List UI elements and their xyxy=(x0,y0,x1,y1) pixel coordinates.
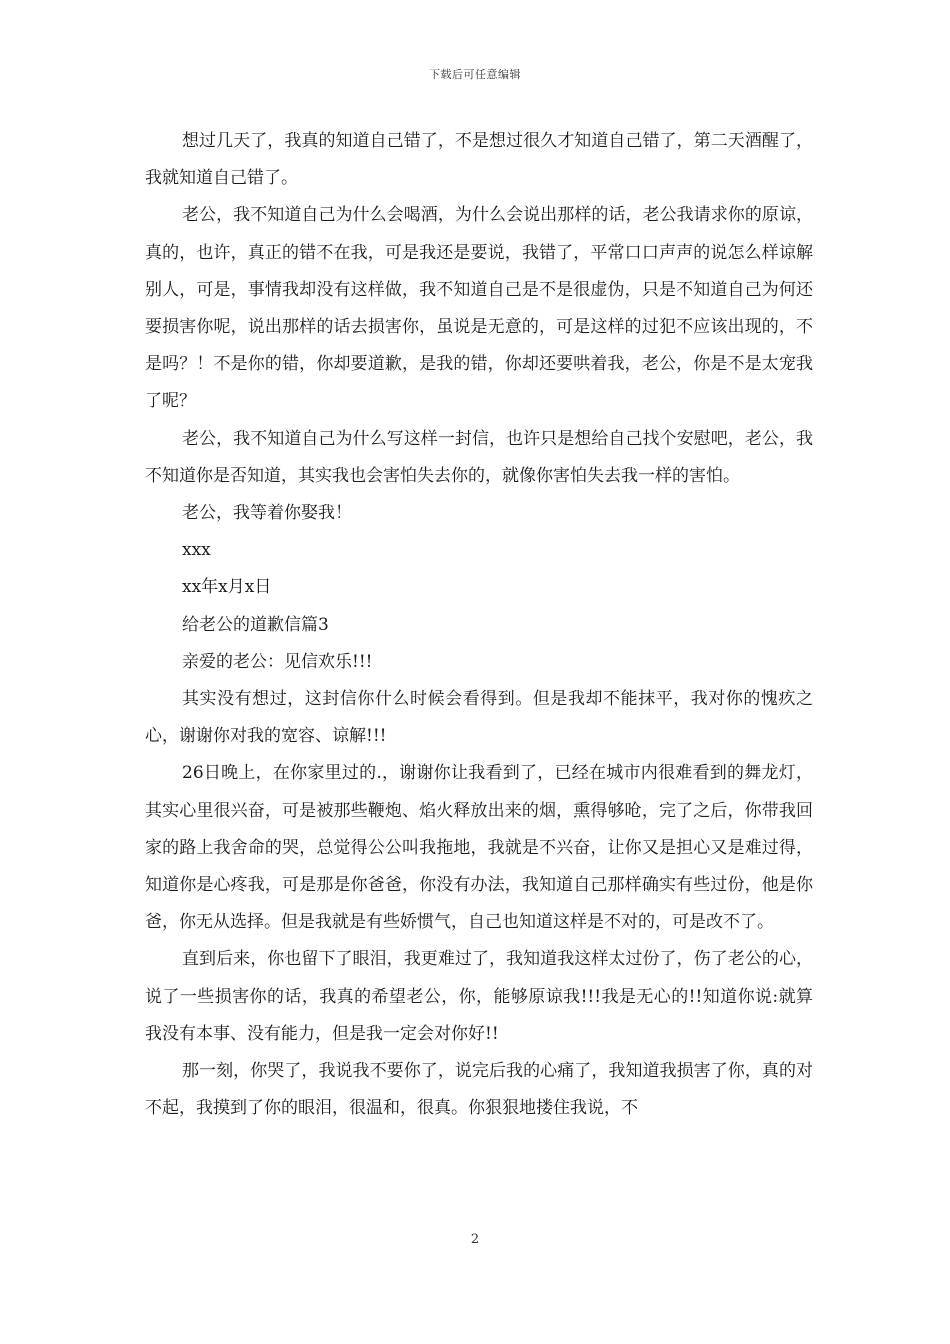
document-body xyxy=(145,123,813,1127)
paragraph: 26日晚上，在你家里过的.，谢谢你让我看到了，已经在城市内很难看到的舞龙灯，其实心里很兴奋，可是被那些鞭炮、焰火释放出来的烟，熏得够呛，完了之后，你带我回家的路上我舍命的哭，总觉得公公叫我拖地，我就是不兴奋，让你又是担心又是难过得，知道你是心疼我，可是那是你爸爸，你没有办法，我知道自己那样确实有些过份，他是你爸，你无从选择。但是我就是有些娇惯气，自己也知道这样是不对的，可是改不了。 xyxy=(145,763,813,933)
signature-date: xx年x月x日 xyxy=(182,577,272,598)
paragraph: 老公，我等着你娶我！ xyxy=(182,503,352,524)
paragraph: 直到后来，你也留下了眼泪，我更难过了，我知道我这样太过份了，伤了老公的心，说了一些损害你的话，我真的希望老公，你，能够原谅我!!!我是无心的!!知道你说:就算我没有本事、没有能力，但是我一定会对你好!! xyxy=(145,949,813,1044)
paragraph: 那一刻，你哭了，我说我不要你了，说完后我的心痛了，我知道我损害了你，真的对不起，我摸到了你的眼泪，很温和，很真。你狠狠地搂住我说，不 xyxy=(145,1061,813,1119)
paragraph: 想过几天了，我真的知道自己错了，不是想过很久才知道自己错了，第二天酒醒了，我就知道自己错了。 xyxy=(145,131,813,189)
paragraph: 老公，我不知道自己为什么写这样一封信，也许只是想给自己找个安慰吧，老公，我不知道你是否知道，其实我也会害怕失去你的，就像你害怕失去我一样的害怕。 xyxy=(145,428,813,486)
salutation: 亲爱的老公：见信欢乐!!! xyxy=(182,651,373,672)
page-header: 下载后可任意编辑 xyxy=(429,68,521,81)
page-number: 2 xyxy=(470,1232,480,1247)
paragraph: 其实没有想过，这封信你什么时候会看得到。但是我却不能抹平，我对你的愧疚之心，谢谢你对我的宽容、谅解!!! xyxy=(145,689,813,747)
signature-name: xxx xyxy=(182,540,211,561)
section-title: 给老公的道歉信篇3 xyxy=(182,614,329,635)
paragraph: 老公，我不知道自己为什么会喝酒，为什么会说出那样的话，老公我请求你的原谅，真的，也许，真正的错不在我，可是我还是要说，我错了，平常口口声声的说怎么样谅解别人，可是，事情我却没有这样做，我不知道自己是不是很虚伪，只是不知道自己为何还要损害你呢，说出那样的话去损害你，虽说是无意的，可是这样的过犯不应该出现的，不是吗？！不是你的错，你却要道歉，是我的错，你却还要哄着我，老公，你是不是太宠我了呢？ xyxy=(145,205,813,412)
